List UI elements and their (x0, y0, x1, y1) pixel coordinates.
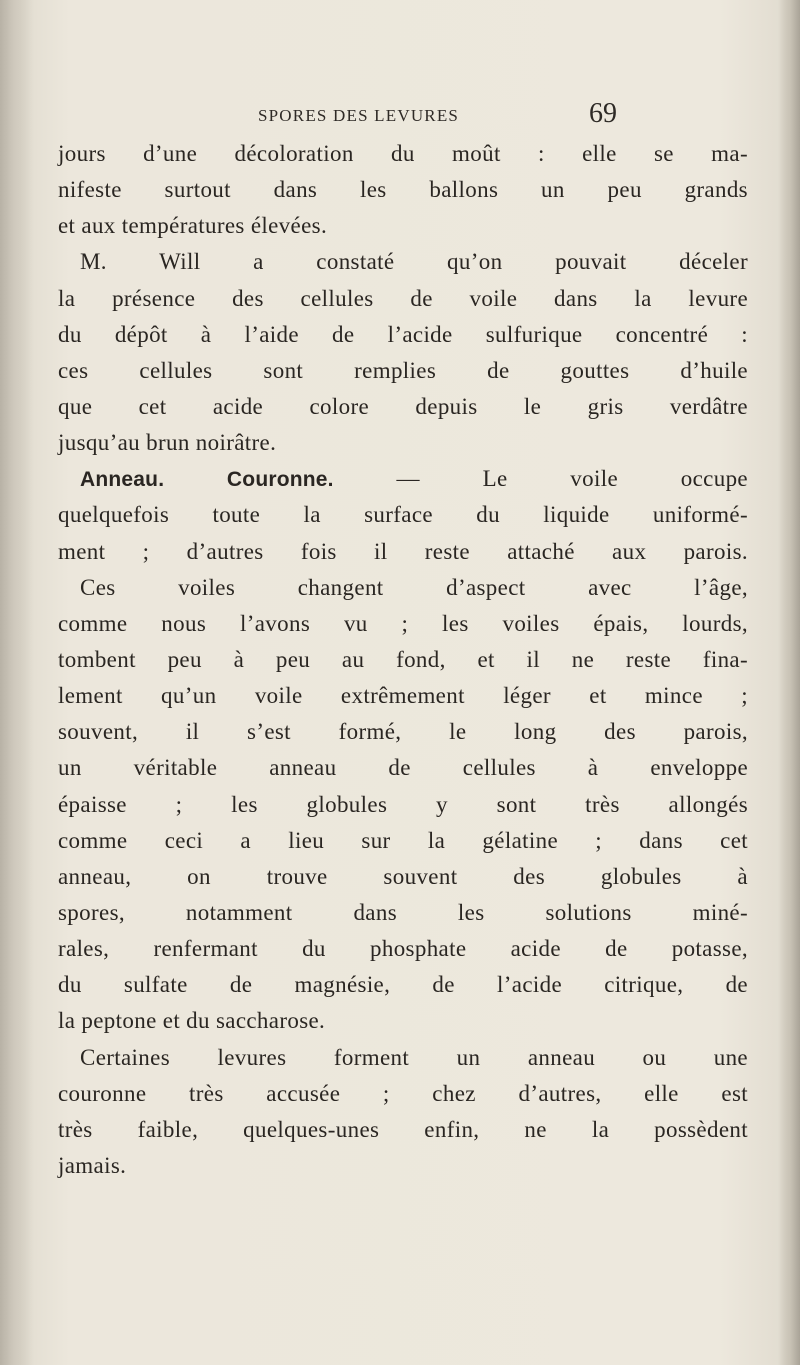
section-heading: Anneau. Couronne. (80, 468, 334, 492)
text-line: quelquefois toute la surface du liquide uniformé- (58, 502, 748, 528)
page-edge-shadow (778, 0, 800, 1365)
text-line: jours d’une décoloration du moût : elle se ma- (58, 141, 748, 166)
text-line: ment ; d’autres fois il reste attaché aux parois. (58, 538, 748, 564)
text-line: un véritable anneau de cellules à enveloppe (58, 755, 748, 781)
running-title: SPORES DES LEVURES (258, 106, 460, 125)
text-line: jamais. (58, 1152, 127, 1178)
text-line: du dépôt à l’aide de l’acide sulfurique concentré : (58, 321, 748, 347)
text-line: lement qu’un voile extrêmement léger et mince ; (58, 683, 748, 709)
text-line: très faible, quelques-unes enfin, ne la possèdent (58, 1116, 748, 1142)
text-line: spores, notamment dans les solutions miné- (58, 899, 748, 925)
text-line: Ces voiles changent d’aspect avec l’âge, (80, 574, 748, 600)
text-line: et aux températures élevées. (58, 213, 328, 239)
text-line: épaisse ; les globules y sont très allongés (58, 791, 748, 817)
text-line: ces cellules sont remplies de gouttes d’huile (58, 357, 748, 383)
text-line: jusqu’au brun noirâtre. (58, 430, 277, 456)
section-heading-continuation: — Le voile occupe (396, 466, 748, 492)
page-number: 69 (589, 98, 617, 129)
text-line: la peptone et du saccharose. (58, 1008, 326, 1034)
text-line: du sulfate de magnésie, de l’acide citrique, de (58, 972, 748, 998)
section-heading-line (58, 461, 748, 497)
text-line: comme ceci a lieu sur la gélatine ; dans cet (58, 827, 748, 853)
text-line: rales, renfermant du phosphate acide de potasse, (58, 936, 748, 962)
text-line: nifeste surtout dans les ballons un peu grands (58, 177, 748, 203)
text-line: que cet acide colore depuis le gris verdâtre (58, 393, 748, 419)
text-line: souvent, il s’est formé, le long des parois, (58, 719, 748, 745)
text-line: M. Will a constaté qu’on pouvait déceler (80, 249, 748, 275)
text-line: Certaines levures forment un anneau ou une (80, 1044, 748, 1070)
body-text (58, 136, 748, 1184)
running-header (0, 98, 800, 132)
text-line: tombent peu à peu au fond, et il ne reste fina- (58, 646, 748, 672)
text-line: couronne très accusée ; chez d’autres, elle est (58, 1080, 748, 1106)
text-line: la présence des cellules de voile dans la levure (58, 285, 748, 311)
page-binding-shadow (0, 0, 34, 1365)
text-line: anneau, on trouve souvent des globules à (58, 863, 748, 889)
text-line: comme nous l’avons vu ; les voiles épais, lourds, (58, 610, 748, 636)
